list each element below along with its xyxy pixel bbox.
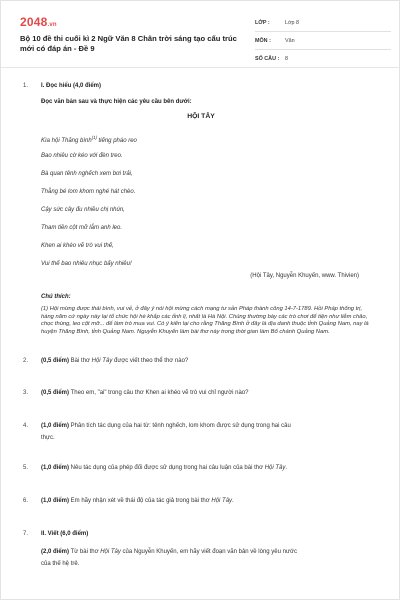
question-text-continued: thực. xyxy=(41,435,55,441)
question-text xyxy=(41,357,188,365)
question-text xyxy=(41,548,297,556)
poem-title: HỘI TÂY xyxy=(187,113,215,120)
section-heading: II. Viết (6,0 điểm) xyxy=(41,531,89,537)
note-text: (1) Hội mừng được thái bình, vui vẻ, ở đây ý nói hội mừng cách mạng tư sản Pháp thành công 14-7-1789. Hồi Pháp thống trị, hàng năm cứ ngày này lại tổ chức hội hè khắp các tỉnh lị, nhất là Hà Nội. Chúng thường bày các trò chơi để tiện như liễm chão, chọc thùng, leo cột mỡ... để làm trò mua vui. Có ý kiến lại cho rằng Thăng Bình ở đây là địa danh thuộc tỉnh Quảng Nam, nay là huyện Thăng Bình, tỉnh Quảng Nam. Nguyễn Khuyến làm bài thơ này trong thời gian làm Bố chánh Quảng Nam. xyxy=(41,306,369,335)
question-body: Nêu tác dụng của phép đối được sử dụng trong hai câu luận của bài thơ xyxy=(69,465,265,471)
section-heading: I. Đọc hiểu (4,0 điểm) xyxy=(41,83,102,89)
logo-text: 2048 xyxy=(20,15,48,29)
question-emphasis: Hội Tây xyxy=(211,498,233,504)
question-emphasis: Hội Tây xyxy=(264,465,286,471)
question-body: Theo em, "ai" trong câu thơ Khen ai khéo vẽ trò vui chỉ người nào? xyxy=(69,390,249,396)
question-body: Từ bài thơ xyxy=(69,549,101,555)
site-logo[interactable] xyxy=(20,15,57,29)
question-body-tail: được viết theo thể thơ nào? xyxy=(112,358,189,364)
question-points: (1,0 điểm) xyxy=(41,498,70,504)
page-header xyxy=(1,1,400,67)
meta-table xyxy=(255,14,391,68)
meta-value: Lớp 8 xyxy=(285,19,300,26)
meta-label: LỚP : xyxy=(255,19,270,26)
question-body: Em hãy nhận xét về thái độ của tác giả trong bài thơ xyxy=(69,498,212,504)
question-points: (1,0 điểm) xyxy=(41,465,70,471)
meta-row-subject xyxy=(255,32,391,50)
note-label: Chú thích: xyxy=(41,294,71,300)
question-points: (2,0 điểm) xyxy=(41,549,70,555)
reading-instruction: Đọc văn bản sau và thực hiện các yêu cầu bên dưới: xyxy=(41,99,192,105)
document-title: Bộ 10 đề thi cuối kì 2 Ngữ Văn 8 Chân trời sáng tạo cấu trúc mới có đáp án - Đề 9 xyxy=(20,34,237,53)
header-divider xyxy=(1,67,400,68)
poem-line-tail: tiếng pháo reo xyxy=(96,138,137,144)
logo-suffix: .vn xyxy=(47,22,57,28)
question-number: 1. xyxy=(23,83,29,89)
question-text xyxy=(41,464,287,472)
poem-line: Tham tiền cột mỡ lắm anh leo. xyxy=(41,225,122,231)
question-body: Bài thơ xyxy=(69,358,92,364)
question-number: 3. xyxy=(23,390,29,396)
question-text xyxy=(41,497,234,505)
meta-value: 8 xyxy=(285,55,288,62)
poem-line: Thằng bé lom khom nghé hát chèo. xyxy=(41,189,136,195)
question-emphasis: Hội Tây xyxy=(100,549,121,555)
poem-line: Vui thế bao nhiêu nhục bấy nhiêu! xyxy=(41,261,132,267)
question-body-tail: của Nguyễn Khuyến, em hãy viết đoạn văn bản về lòng yêu nước xyxy=(120,549,297,555)
question-number: 5. xyxy=(23,465,29,471)
question-text xyxy=(41,389,249,397)
question-body: Phân tích tác dụng của hai từ: tênh nghếch, lom khom được sử dụng trong hai câu xyxy=(69,423,291,429)
meta-row-count xyxy=(255,50,391,68)
question-body-tail: . xyxy=(232,498,234,504)
question-points: (1,0 điểm) xyxy=(41,423,70,429)
question-number: 4. xyxy=(23,423,29,429)
poem-line: Bao nhiêu cờ kéo với đèn treo. xyxy=(41,153,123,159)
meta-row-class xyxy=(255,14,391,32)
question-emphasis: Hội Tây xyxy=(91,358,113,364)
poem-line-text: Kìa hội Thăng bình xyxy=(41,138,92,144)
footnote-marker: (1) xyxy=(91,135,97,140)
poem-line: Cậy sức cây đu nhiều chị nhún, xyxy=(41,207,125,213)
meta-value: Văn xyxy=(285,37,295,44)
question-points: (0,5 điểm) xyxy=(41,358,70,364)
question-number: 6. xyxy=(23,498,29,504)
poem-source: (Hội Tây, Nguyễn Khuyến, www. Thivien) xyxy=(250,273,359,279)
poem-line xyxy=(41,135,137,144)
question-text xyxy=(41,422,291,430)
poem-line: Bà quan tênh nghếch xem bơi trải, xyxy=(41,171,133,177)
meta-label: SỐ CÂU : xyxy=(255,55,280,62)
question-number: 7. xyxy=(23,531,29,537)
poem-line: Khen ai khéo vẽ trò vui thế, xyxy=(41,243,114,249)
question-number: 2. xyxy=(23,358,29,364)
question-text-continued: của thế hệ trẻ. xyxy=(41,561,80,567)
question-body-tail: . xyxy=(285,465,288,471)
meta-label: MÔN : xyxy=(255,37,271,44)
question-points: (0,5 điểm) xyxy=(41,390,70,396)
